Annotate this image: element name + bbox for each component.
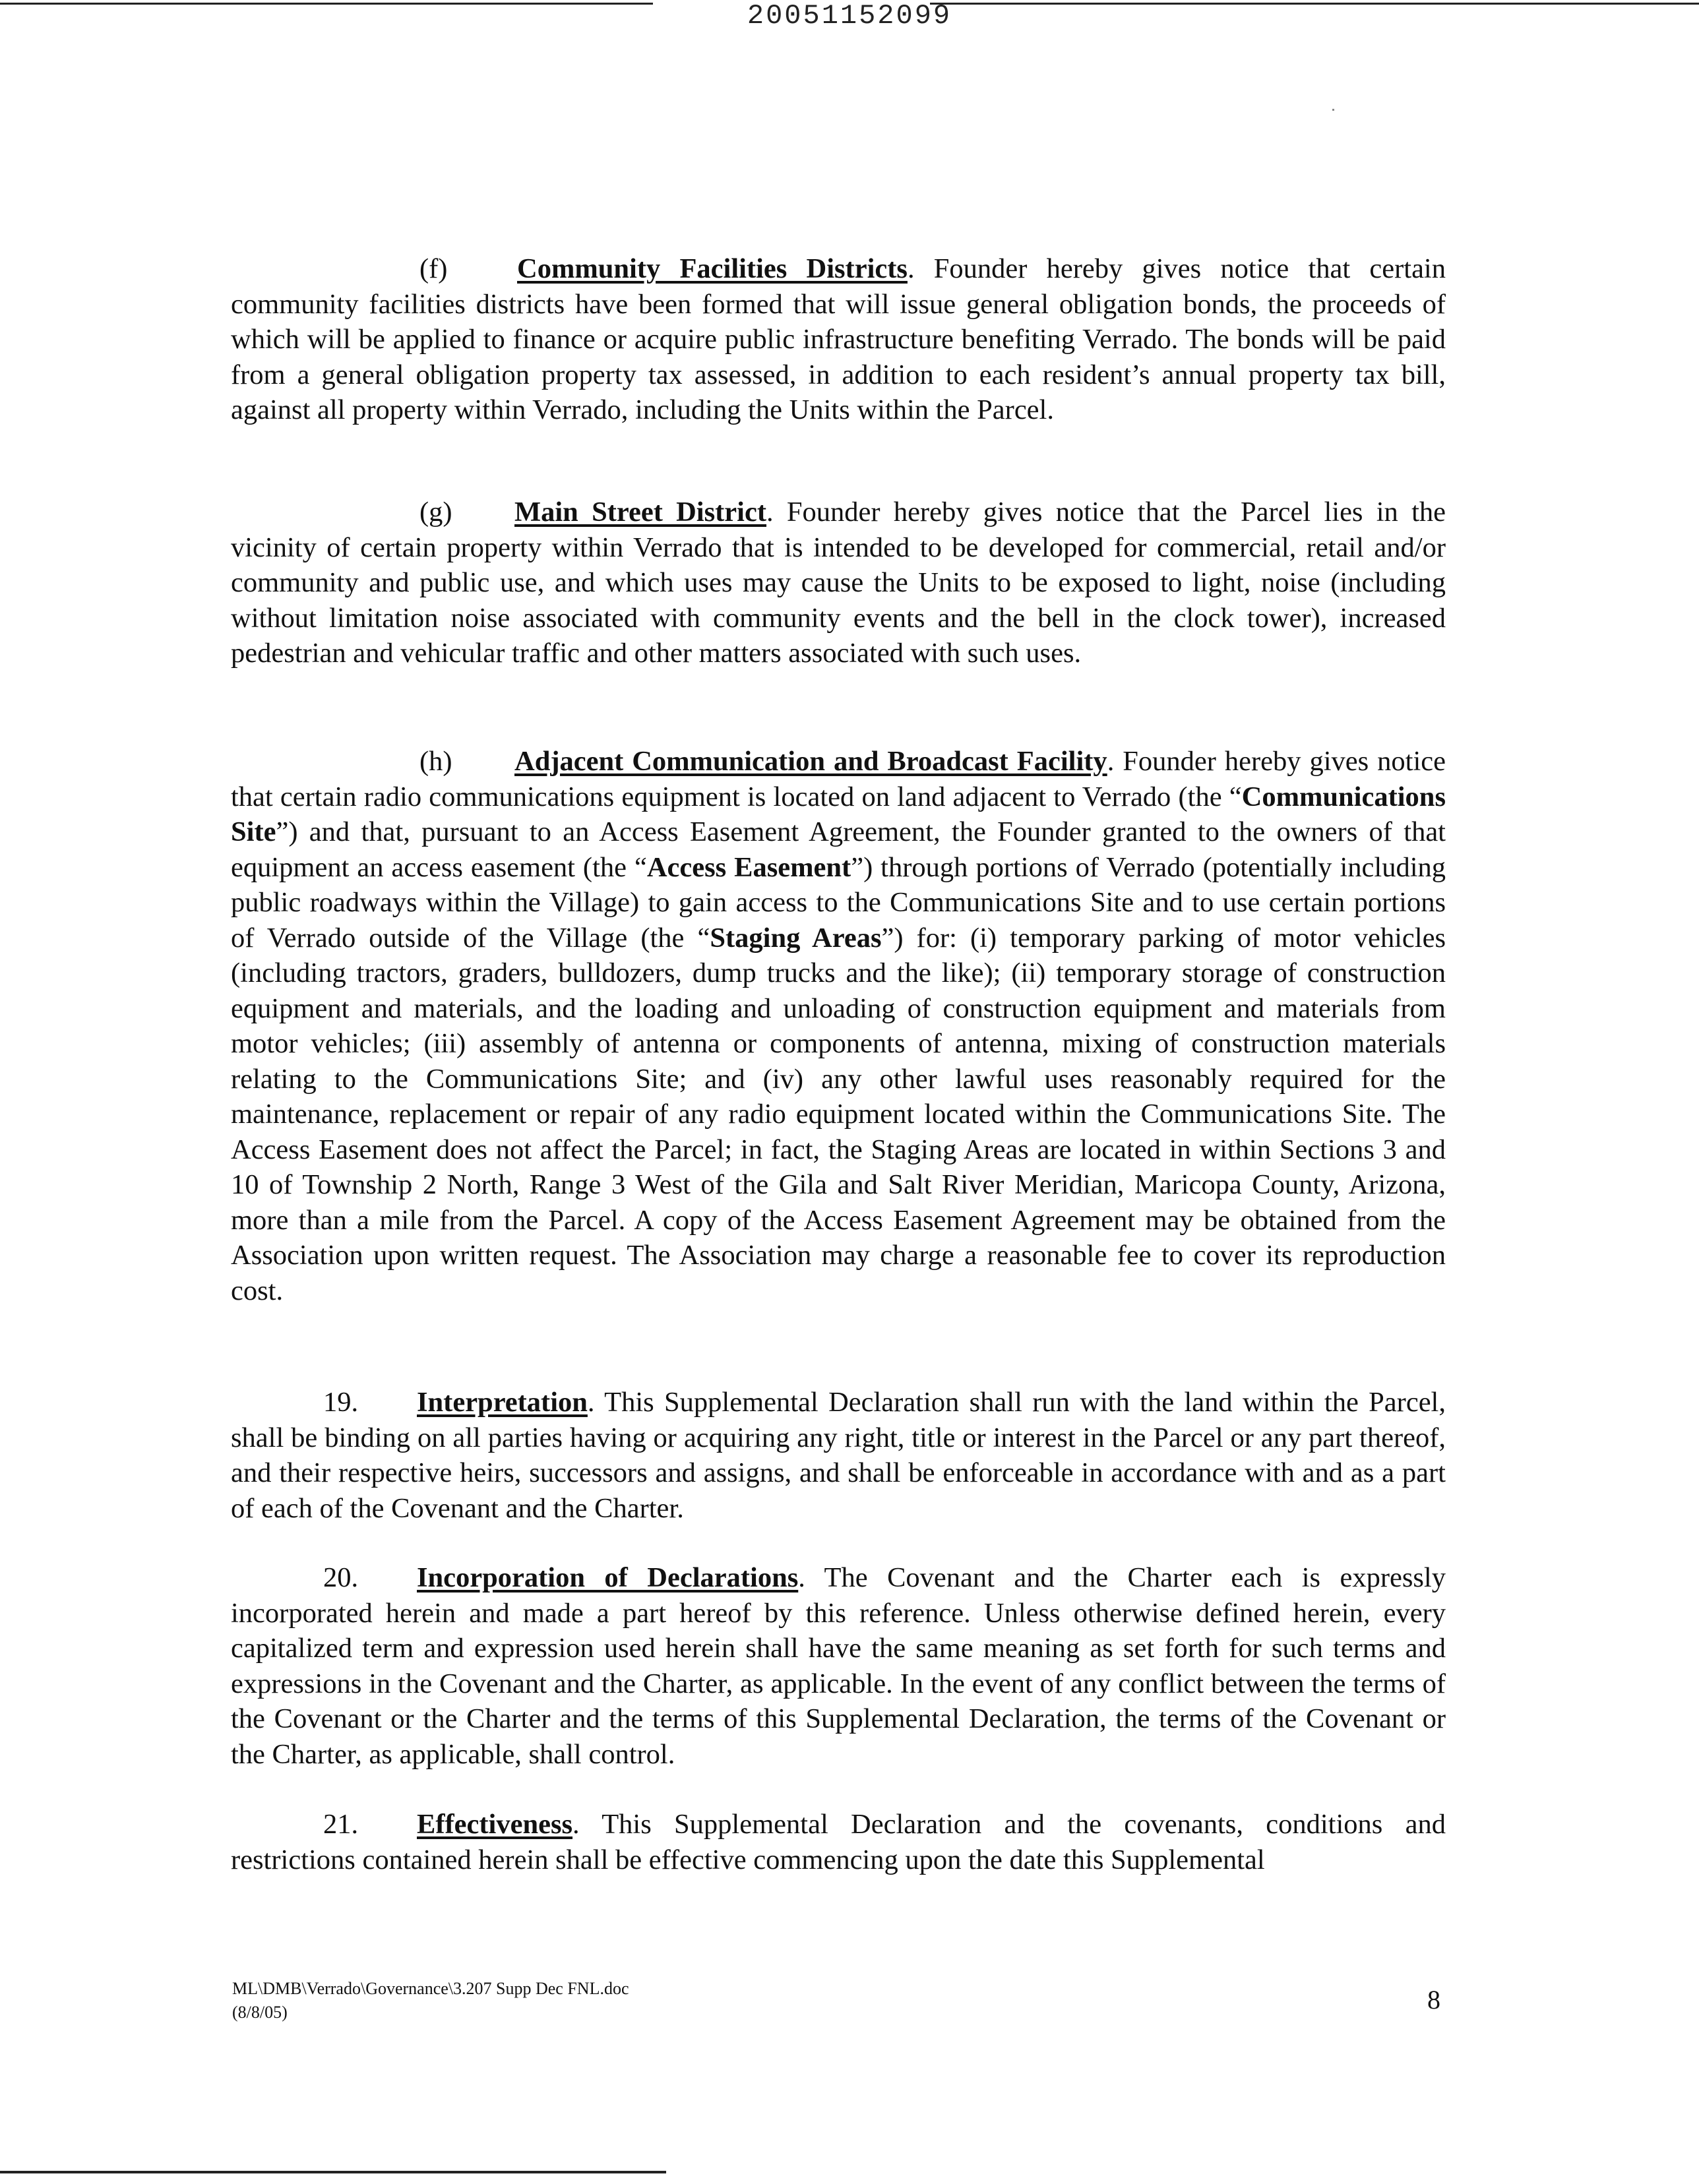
section-f-community-facilities xyxy=(231,251,1446,428)
section-marker: (h) xyxy=(419,746,452,777)
section-h-communication-facility xyxy=(231,744,1446,1308)
footer-path: ML\DMB\Verrado\Governance\3.207 Supp Dec FNL.doc xyxy=(232,1979,629,1998)
section-body-1: . Founder hereby gives notice that certain radio communications equipment is located on land adjacent to Verrado (the “ xyxy=(231,746,1446,812)
section-body-4: ”) for: (i) temporary parking of motor vehicles (including tractors, graders, bulldozers, dump trucks and the like); (ii) temporary storage of construction equipment and materials, and the loading and unloading of construction equipment and materials from motor vehicles; (iii) assembly of antenna or components of antenna, mixing of construction materials relating to the Communications Site; and (iv) any other lawful uses reasonably required for the maintenance, replacement or repair of any radio equipment located within the Communications Site. The Access Easement does not affect the Parcel; in fact, the Staging Areas are located in within Sections 3 and 10 of Township 2 North, Range 3 West of the Gila and Salt River Meridian, Maricopa County, Arizona, more than a mile from the Parcel. A copy of the Access Easement Agreement may be obtained from the Association upon written request. The Association may charge a reasonable fee to cover its reproduction cost. xyxy=(231,922,1446,1306)
section-g-main-street xyxy=(231,495,1446,671)
scan-speck xyxy=(1332,109,1334,111)
section-body: . This Supplemental Declaration and the covenants, conditions and restrictions contained herein shall be effective commencing upon the date this Supplemental xyxy=(231,1809,1446,1875)
section-marker: 21. xyxy=(323,1809,359,1840)
section-heading: Main Street District xyxy=(514,497,766,528)
section-body-2: ”) and that, pursuant to an Access Easement Agreement, the Founder granted to the owners of that equipment an access easement (the “ xyxy=(231,816,1446,883)
section-19-interpretation xyxy=(231,1385,1446,1526)
section-body: . The Covenant and the Charter each is expressly incorporated herein and made a part hereof by this reference. Unless otherwise defined herein, every capitalized term and expression used herein shall have the same meaning as set forth for such terms and expressions in the Covenant and the Charter, as applicable. In the event of any conflict between the terms of the Covenant or the Charter and the terms of this Supplemental Declaration, the terms of the Covenant or the Charter, as applicable, shall control. xyxy=(231,1562,1446,1770)
page-number: 8 xyxy=(1427,1985,1440,2015)
section-body-3: ”) through portions of Verrado (potentially including public roadways within the Village) to gain access to the Communications Site and to use certain portions of Verrado outside of the Village (the “ xyxy=(231,851,1446,954)
section-body: . Founder hereby gives notice that certain community facilities districts have been formed that will issue general obligation bonds, the proceeds of which will be applied to finance or acquire public infrastructure benefiting Verrado. The bonds will be paid from a general obligation property tax assessed, in addition to each resident’s annual property tax bill, against all property within Verrado, including the Units within the Parcel. xyxy=(231,253,1446,425)
section-body: . This Supplemental Declaration shall run with the land within the Parcel, shall be binding on all parties having or acquiring any right, title or interest in the Parcel or any part thereof, and their respective heirs, successors and assigns, and shall be enforceable in accordance with and as a part of each of the Covenant and the Charter. xyxy=(231,1387,1446,1524)
section-marker: 19. xyxy=(323,1387,359,1418)
section-heading: Interpretation xyxy=(417,1387,588,1418)
document-number: 20051152099 xyxy=(747,0,952,32)
section-marker: 20. xyxy=(323,1562,359,1593)
section-heading: Adjacent Communication and Broadcast Facility xyxy=(514,746,1107,777)
footer-date: (8/8/05) xyxy=(232,2003,288,2022)
section-heading: Effectiveness xyxy=(417,1809,573,1840)
section-marker: (g) xyxy=(419,497,452,528)
section-body: . Founder hereby gives notice that the Parcel lies in the vicinity of certain property within Verrado that is intended to be developed for commercial, retail and/or community and public use, and which uses may cause the Units to be exposed to light, noise (including without limitation noise associated with community events and the bell in the clock tower), increased pedestrian and vehicular traffic and other matters associated with such uses. xyxy=(231,497,1446,669)
defined-term-staging-areas: Staging Areas xyxy=(710,922,882,954)
section-21-effectiveness xyxy=(231,1807,1446,1877)
bottom-rule xyxy=(0,2171,666,2173)
section-heading: Incorporation of Declarations xyxy=(417,1562,799,1593)
section-marker: (f) xyxy=(419,253,448,284)
section-20-incorporation xyxy=(231,1560,1446,1772)
section-heading: Community Facilities Districts xyxy=(517,253,908,284)
footer-file-reference xyxy=(232,1977,629,2024)
defined-term-communications-site: Communications Site xyxy=(231,781,1446,847)
defined-term-access-easement: Access Easement xyxy=(646,851,851,883)
